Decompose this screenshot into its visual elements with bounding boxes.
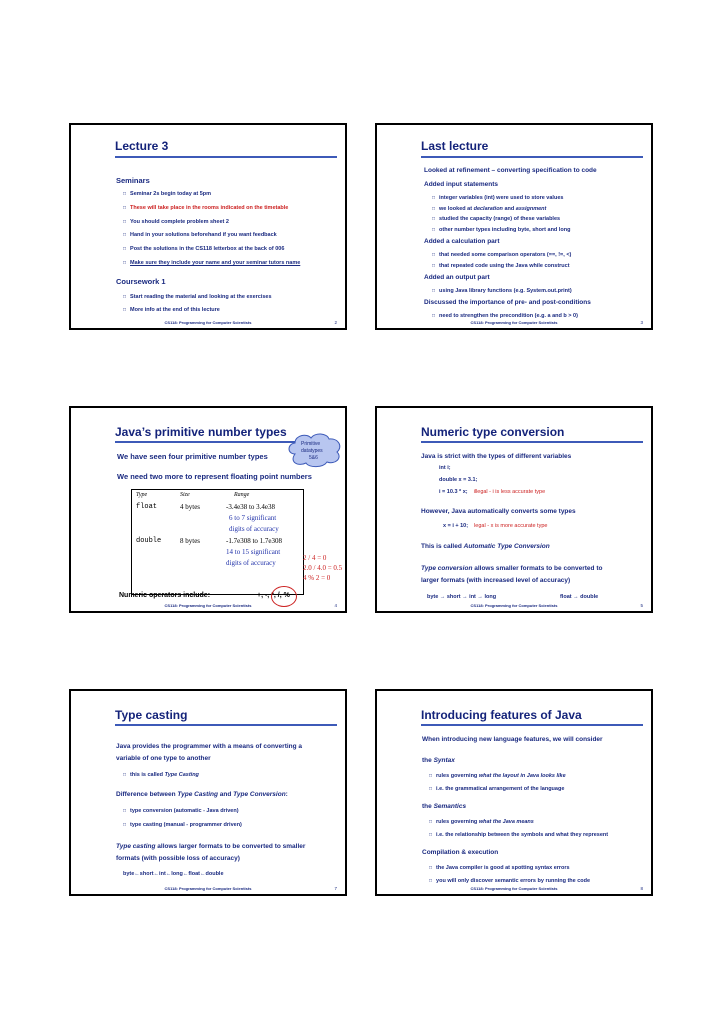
text-line: When introducing new language features, we will consider [422,736,603,743]
bullet-item: □ that repeated code using the Java while construct [432,263,570,269]
page-number: 4 [334,603,337,608]
slide-title: Lecture 3 [115,139,169,153]
table-header: Type [136,492,148,498]
bullet-item: □ other number types including byte, short and long [432,227,570,233]
title-rule [115,156,337,158]
slide-footer: CS118: Programming for Computer Scientists [470,886,558,891]
bullet-item: □ These will take place in the rooms indicated on the timetable [123,205,288,211]
bullet-item: □ Start reading the material and looking at the exercises [123,294,272,300]
table-note: digits of accuracy [226,559,276,567]
bullet-item: □ Hand in your solutions beforehand if you want feedback [123,232,277,238]
title-rule [421,724,643,726]
title-rule [421,441,643,443]
page-number: 7 [334,886,337,891]
title-rule [115,724,337,726]
cloud-text: datatypes [301,448,323,454]
slide-footer: CS118: Programming for Computer Scientists [164,886,252,891]
text-line: the Syntax [422,757,455,764]
table-header: Range [234,492,250,498]
code-line: i = 10.3 * x; illegal - i is less accurate type [439,489,546,495]
slide-features-of-java [375,689,653,896]
bullet-item: □ you will only discover semantic errors by running the code [429,878,590,884]
page-number: 5 [640,603,643,608]
operators-list: +, -, *, /, % [257,592,290,599]
slide-footer: CS118: Programming for Computer Scientists [470,320,558,325]
table-cell: float [136,503,158,511]
slide-lecture-3 [69,123,347,330]
title-rule [421,156,643,158]
division-example: 2 / 4 = 0 [303,554,327,562]
table-header: Size [180,492,190,498]
table-cell: -3.4e38 to 3.4e38 [226,503,275,511]
slide-footer: CS118: Programming for Computer Scientists [164,320,252,325]
table-note: 14 to 15 significant [226,548,281,556]
text-line: This is called Automatic Type Conversion [421,543,550,550]
bullet-item: □ that needed some comparison operators (==, !=, <) [432,252,571,258]
bullet-item: □ Seminar 2s begin today at 5pm [123,191,211,197]
code-line: double x = 3.1; [439,477,478,483]
bullet-item: □ rules governing what the layout in Java looks like [429,773,566,779]
code-line: int i; [439,465,451,471]
slide-title: Java’s primitive number types [115,425,287,439]
cloud-text: Primitive [301,441,321,447]
page-number: 3 [640,320,643,325]
text-line: larger formats (with increased level of accuracy) [421,577,571,584]
text-line: Type casting allows larger formats to be converted to smaller [116,843,306,850]
text-line: Discussed the importance of pre- and post-conditions [424,299,591,306]
bullet-item: □ we looked at declaration and assignment [432,206,546,212]
heading-coursework: Coursework 1 [116,277,166,286]
slide-last-lecture [375,123,653,330]
slide-title: Last lecture [421,139,489,153]
slide-title: Type casting [115,708,188,722]
bullet-item: □ studied the capacity (range) of these variables [432,216,560,222]
bullet-item: □ i.e. the grammatical arrangement of the language [429,786,564,792]
text-line: Type conversion allows smaller formats to be converted to [421,565,603,572]
division-example: 2.0 / 4.0 = 0.5 [303,564,343,572]
bullet-item: □ need to strengthen the precondition (e.g. a and b > 0) [432,313,578,319]
slide-title: Numeric type conversion [421,425,565,439]
bullet-item: □ You should complete problem sheet 2 [123,219,229,225]
bullet-item: □ rules governing what the Java means [429,819,534,825]
slide-footer: CS118: Programming for Computer Scientists [470,603,558,608]
bullet-item: □ this is called Type Casting [123,772,199,778]
bullet-item: □ integer variables (int) were used to store values [432,195,563,201]
table-cell: 8 bytes [180,537,201,545]
conversion-chain: float → double [560,594,599,600]
bullet-item: □ type conversion (automatic - Java driven) [123,808,239,814]
casting-chain: byte←short←int←long←float←double [123,871,224,877]
table-cell: 4 bytes [180,503,201,511]
text-line: Compilation & execution [422,849,499,856]
code-line: x = i + 10; legal - x is more accurate type [443,523,548,529]
bullet-item: □ More info at the end of this lecture [123,307,220,313]
slide-type-casting [69,689,347,896]
text-line: Difference between Type Casting and Type Conversion: [116,791,288,798]
text-line: Added input statements [424,181,499,188]
slide-primitive-types [69,406,347,613]
bullet-item: □ the Java compiler is good at spotting syntax errors [429,865,570,871]
slide-footer: CS118: Programming for Computer Scientists [164,603,252,608]
text-line: formats (with possible loss of accuracy) [116,855,240,862]
text-line: Added a calculation part [424,238,500,245]
division-example: 4 % 2 = 0 [303,574,331,582]
text-line: Java is strict with the types of different variables [421,453,572,460]
bullet-item: □ Post the solutions in the CS118 letterbox at the back of 006 [123,246,284,252]
heading-seminars: Seminars [116,176,150,185]
text-line: Added an output part [424,274,490,281]
slide-title: Introducing features of Java [421,708,582,722]
table-cell: -1.7e308 to 1.7e308 [226,537,282,545]
table-note: 6 to 7 significant [229,514,277,522]
text-line: Java provides the programmer with a means of converting a [116,743,303,750]
text-line: Looked at refinement – converting specification to code [424,167,597,174]
text-line: However, Java automatically converts some types [421,508,576,515]
page-number: 2 [334,320,337,325]
page-number: 8 [640,886,643,891]
conversion-chain: byte → short → int → long [427,594,497,600]
text-line: We need two more to represent floating point numbers [117,472,312,481]
table-note: digits of accuracy [229,525,279,533]
bullet-item: □ Make sure they include your name and your seminar tutors name [123,260,300,266]
bullet-item: □ i.e. the relationship between the symbols and what they represent [429,832,608,838]
bullet-item: □ using Java library functions (e.g. System.out.print) [432,288,572,294]
cloud-text: 5&6 [309,455,318,461]
text-line: variable of one type to another [116,755,211,762]
text-line: We have seen four primitive number types [117,452,268,461]
slide-type-conversion [375,406,653,613]
text-line: the Semantics [422,803,467,810]
bullet-item: □ type casting (manual - programmer driven) [123,822,242,828]
operators-label: Numeric operators include: [119,592,211,599]
table-cell: double [136,537,162,545]
